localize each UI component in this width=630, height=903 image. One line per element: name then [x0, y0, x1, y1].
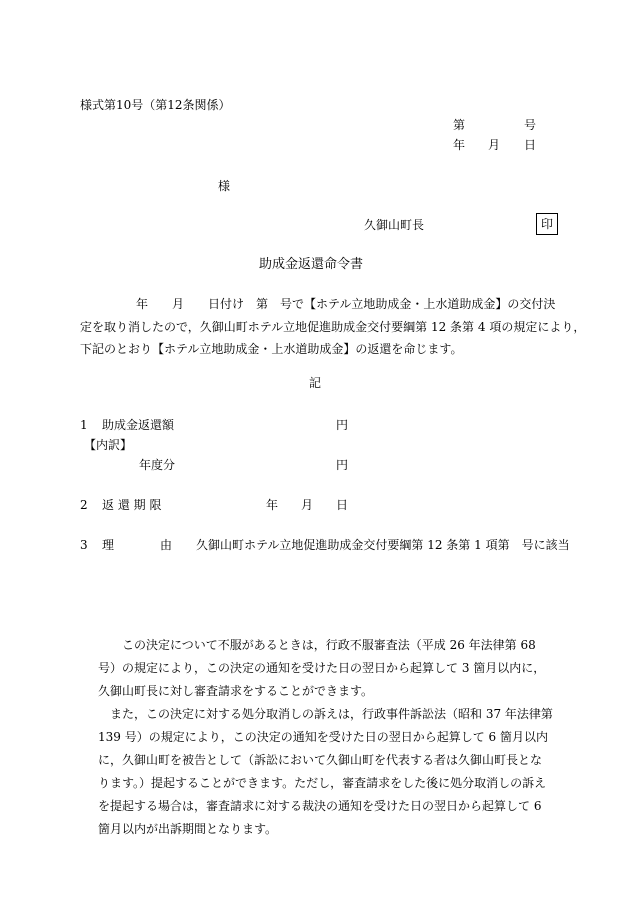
item-1-unit: 円 [336, 418, 349, 432]
ki-label: 記 [309, 376, 322, 390]
item-2-number: 2 [80, 498, 88, 512]
intro-line-2: 定を取り消したので，久御山町ホテル立地促進助成金交付要綱第 12 条第 4 項の規定により， [80, 320, 586, 334]
notice-paragraph-2: また，この決定に対する処分取消しの訴えは，行政事件訴訟法（昭和 37 年法律第 139 号）の規定により，この決定の通知を受けた日の翌日から起算して 6 箇月以内に，久御山町を被告として（訴訟において久御山町を代表する者は久御山町長となります。）提起することができます。ただし，審査請求をした後に処分取消しの訴えを提起する場合は，審査請求に対する裁決の通知を受けた日の翌日から起算して 6 箇月以内が出訴期間となります。 [98, 707, 553, 836]
date-year: 年 [453, 138, 466, 152]
addressee-suffix: 様 [218, 179, 231, 193]
item-2-month: 月 [301, 498, 314, 512]
doc-number-go: 号 [524, 118, 537, 132]
breakdown-label: 【内訳】 [84, 438, 133, 452]
item-3-label-b: 由 [160, 538, 173, 552]
form-label: 様式第10号（第12条関係） [80, 98, 231, 112]
intro-line-1: 年 月 日付け 第 号で【ホテル立地助成金・上水道助成金】の交付決 [136, 297, 556, 311]
date-day: 日 [524, 138, 537, 152]
item-1-number: 1 [80, 418, 88, 432]
item-2-day: 日 [336, 498, 349, 512]
doc-number-dai: 第 [453, 118, 466, 132]
seal-box: 印 [536, 213, 558, 235]
item-2-label: 返 還 期 限 [102, 498, 162, 512]
intro-line-3: 下記のとおり【ホテル立地助成金・上水道助成金】の返還を命じます。 [80, 342, 463, 356]
issuer-name: 久御山町長 [364, 218, 425, 232]
item-3-text: 久御山町ホテル立地促進助成金交付要綱第 12 条第 1 項第 号に該当 [196, 538, 570, 552]
item-3-label-a: 理 [102, 538, 115, 552]
item-3-number: 3 [80, 538, 88, 552]
breakdown-fiscal: 年度分 [139, 458, 176, 472]
item-1-label: 助成金返還額 [102, 418, 175, 432]
notice-paragraph-1: この決定について不服があるときは，行政不服審査法（平成 26 年法律第 68 号）の規定により，この決定の通知を受けた日の翌日から起算して 3 箇月以内に，久御山町長に対し審査請求をすることができます。 [98, 638, 546, 698]
breakdown-unit: 円 [336, 458, 349, 472]
item-2-year: 年 [266, 498, 279, 512]
date-month: 月 [488, 138, 501, 152]
document-title: 助成金返還命令書 [259, 257, 364, 272]
